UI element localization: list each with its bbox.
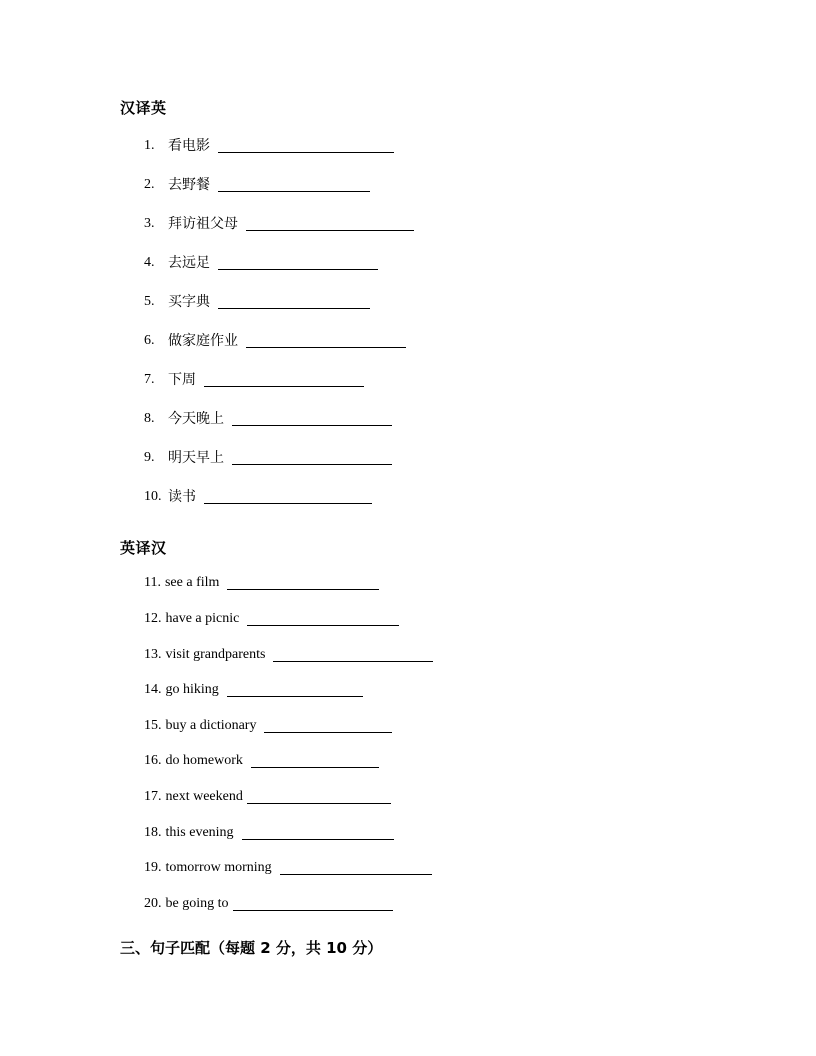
- item-number: 1.: [144, 138, 155, 153]
- answer-blank[interactable]: [227, 575, 379, 590]
- item-number: 17.: [144, 789, 162, 804]
- item-prompt: see a film: [164, 575, 220, 590]
- item-prompt: buy a dictionary: [165, 718, 257, 733]
- item-prompt: 下周: [168, 372, 196, 388]
- item-number: 15.: [144, 718, 162, 733]
- item-prompt: visit grandparents: [165, 647, 266, 662]
- item-number: 5.: [144, 294, 155, 309]
- item-number: 7.: [144, 372, 155, 387]
- answer-blank[interactable]: [227, 682, 363, 697]
- list-item: [144, 214, 414, 234]
- item-prompt: 看电影: [168, 138, 210, 154]
- item-prompt: tomorrow morning: [165, 860, 272, 875]
- list-item: [144, 716, 392, 736]
- item-prompt: 今天晚上: [168, 411, 224, 427]
- answer-blank[interactable]: [204, 372, 364, 387]
- item-prompt: 买字典: [168, 294, 210, 310]
- answer-blank[interactable]: [232, 411, 392, 426]
- list-item: [144, 253, 378, 273]
- item-prompt: 做家庭作业: [168, 333, 238, 349]
- list-item: [144, 751, 379, 771]
- item-number: 9.: [144, 450, 155, 465]
- item-number: 12.: [144, 611, 162, 626]
- section-heading-sentence-matching: 三、句子匹配（每题 2 分，共 10 分）: [120, 939, 383, 957]
- list-item: [144, 573, 379, 593]
- item-prompt: next weekend: [165, 789, 243, 804]
- answer-blank[interactable]: [247, 789, 391, 804]
- item-prompt: 明天早上: [168, 450, 224, 466]
- item-number: 11.: [144, 575, 161, 590]
- answer-blank[interactable]: [204, 489, 372, 504]
- item-number: 14.: [144, 682, 162, 697]
- item-prompt: have a picnic: [165, 611, 240, 626]
- item-prompt: this evening: [165, 825, 234, 840]
- item-prompt: 去远足: [168, 255, 210, 271]
- list-item: [144, 645, 433, 665]
- answer-blank[interactable]: [280, 860, 432, 875]
- item-number: 19.: [144, 860, 162, 875]
- list-item: [144, 331, 406, 351]
- item-number: 20.: [144, 896, 162, 911]
- section-heading-en-to-cn: 英译汉: [120, 539, 167, 557]
- list-item: [144, 370, 364, 390]
- list-item: [144, 175, 370, 195]
- answer-blank[interactable]: [218, 138, 394, 153]
- item-number: 6.: [144, 333, 155, 348]
- item-number: 8.: [144, 411, 155, 426]
- list-item: [144, 787, 391, 807]
- answer-blank[interactable]: [247, 611, 399, 626]
- list-item: [144, 292, 370, 312]
- list-item: [144, 894, 393, 914]
- answer-blank[interactable]: [246, 333, 406, 348]
- item-prompt: be going to: [165, 896, 229, 911]
- list-item: [144, 823, 394, 843]
- list-item: [144, 487, 372, 507]
- item-prompt: go hiking: [165, 682, 219, 697]
- list-item: [144, 858, 432, 878]
- answer-blank[interactable]: [273, 647, 433, 662]
- item-prompt: do homework: [165, 753, 243, 768]
- answer-blank[interactable]: [251, 753, 379, 768]
- item-number: 10.: [144, 489, 162, 504]
- answer-blank[interactable]: [218, 294, 370, 309]
- answer-blank[interactable]: [233, 896, 393, 911]
- item-number: 2.: [144, 177, 155, 192]
- item-prompt: 去野餐: [168, 177, 210, 193]
- item-prompt: 拜访祖父母: [168, 216, 238, 232]
- answer-blank[interactable]: [264, 718, 392, 733]
- list-item: [144, 609, 399, 629]
- answer-blank[interactable]: [246, 216, 414, 231]
- answer-blank[interactable]: [218, 177, 370, 192]
- answer-blank[interactable]: [242, 825, 394, 840]
- item-prompt: 读书: [168, 489, 196, 505]
- list-item: [144, 136, 394, 156]
- list-item: [144, 448, 392, 468]
- item-number: 13.: [144, 647, 162, 662]
- section-heading-cn-to-en: 汉译英: [120, 99, 167, 117]
- answer-blank[interactable]: [232, 450, 392, 465]
- item-number: 16.: [144, 753, 162, 768]
- item-number: 3.: [144, 216, 155, 231]
- answer-blank[interactable]: [218, 255, 378, 270]
- list-item: [144, 680, 363, 700]
- item-number: 4.: [144, 255, 155, 270]
- list-item: [144, 409, 392, 429]
- item-number: 18.: [144, 825, 162, 840]
